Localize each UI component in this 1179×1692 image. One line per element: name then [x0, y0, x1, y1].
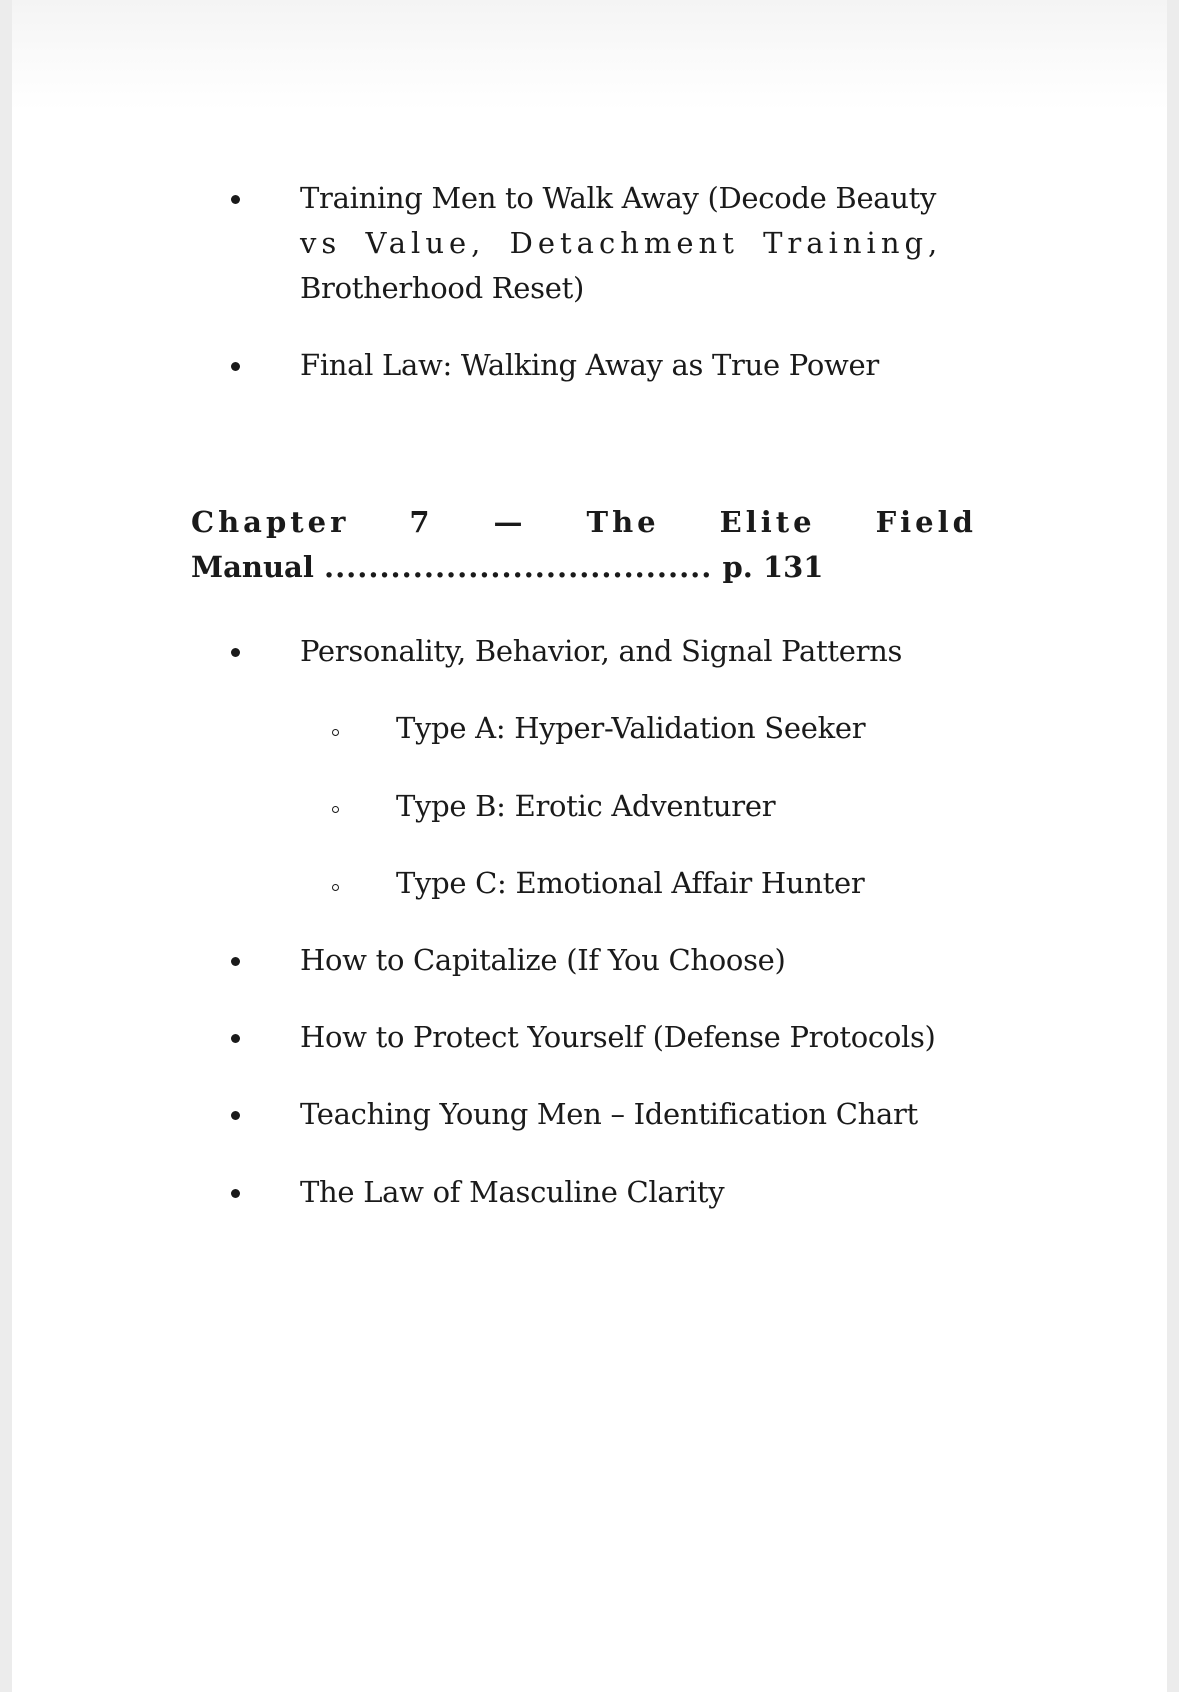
chapter-page-number: p. 131	[722, 550, 824, 584]
list-item-teaching: Teaching Young Men – Identification Chart	[300, 1097, 918, 1131]
chapter-title-end: Manual	[191, 550, 314, 584]
sub-bullet-icon	[332, 806, 339, 813]
bullet-icon	[231, 1111, 240, 1120]
chapter-word: —	[493, 505, 527, 539]
list-item-training	[300, 176, 942, 311]
chapter-word: The	[586, 505, 660, 539]
list-item-line: vs Value, Detachment Training,	[300, 226, 943, 260]
list-item-law: The Law of Masculine Clarity	[300, 1175, 725, 1209]
list-item-line: Training Men to Walk Away (Decode Beauty	[300, 181, 937, 215]
list-item-line: Brotherhood Reset)	[300, 271, 584, 305]
chapter-word: Elite	[719, 505, 816, 539]
bullet-icon	[231, 1189, 240, 1198]
toc-leader-dots: ...................................	[323, 550, 713, 584]
chapter-word: Chapter	[191, 505, 350, 539]
list-subitem-type-b: Type B: Erotic Adventurer	[396, 789, 776, 823]
chapter-word: Field	[875, 505, 977, 539]
bullet-icon	[231, 195, 240, 204]
sub-bullet-icon	[332, 884, 339, 891]
sub-bullet-icon	[332, 729, 339, 736]
list-item-personality: Personality, Behavior, and Signal Patterns	[300, 634, 903, 668]
list-item-protect: How to Protect Yourself (Defense Protocols)	[300, 1020, 936, 1054]
bullet-icon	[231, 648, 240, 657]
list-subitem-type-c: Type C: Emotional Affair Hunter	[396, 866, 865, 900]
list-item-capitalize: How to Capitalize (If You Choose)	[300, 943, 786, 977]
chapter-word: 7	[409, 505, 434, 539]
list-item-final-law: Final Law: Walking Away as True Power	[300, 348, 879, 382]
chapter-heading	[191, 500, 977, 545]
bullet-icon	[231, 362, 240, 371]
page-top-shadow	[12, 0, 1167, 110]
chapter-heading-continuation	[191, 545, 823, 590]
bullet-icon	[231, 1034, 240, 1043]
bullet-icon	[231, 957, 240, 966]
list-subitem-type-a: Type A: Hyper-Validation Seeker	[396, 711, 866, 745]
